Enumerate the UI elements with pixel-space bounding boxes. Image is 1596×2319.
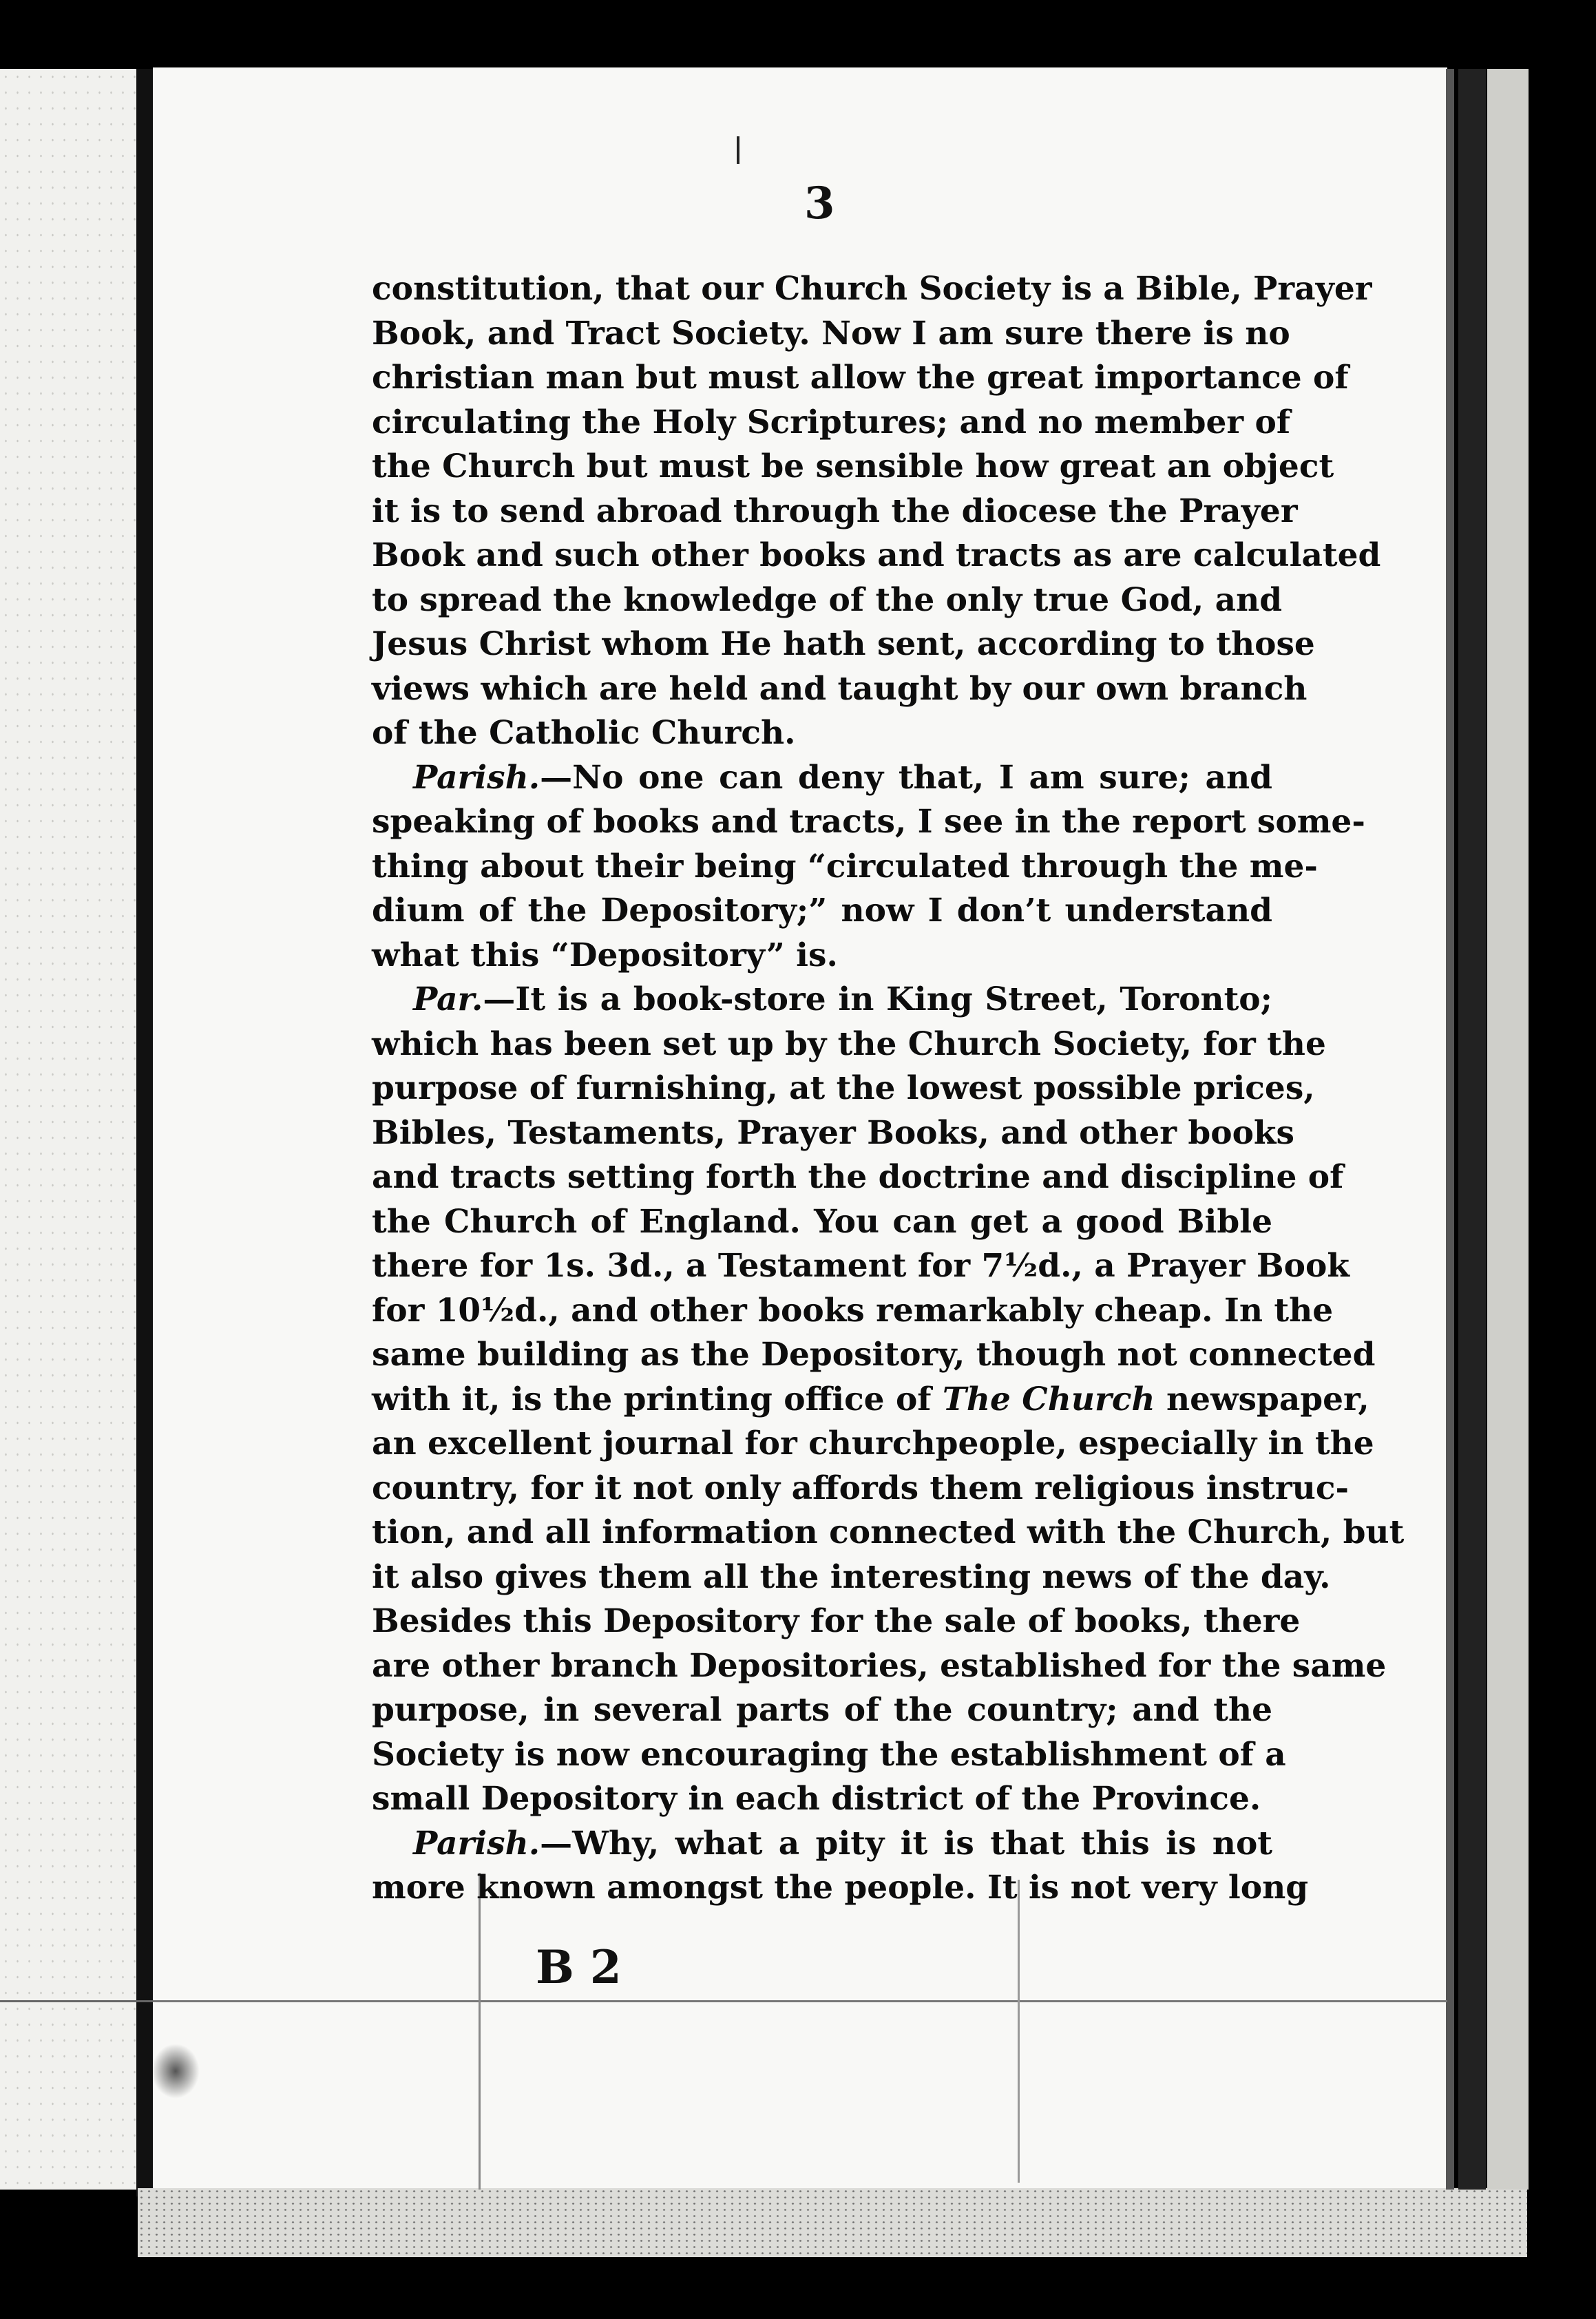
text-line: it is to send abroad through the diocese the Prayer — [372, 492, 1298, 530]
dialogue-line — [372, 978, 1272, 1022]
paper-fold-line-left — [0, 2000, 153, 2002]
text-line: more known amongst the people. It is not very long — [372, 1869, 1309, 1907]
text-line: which has been set up by the Church Society, for the — [372, 1025, 1326, 1063]
body-text — [372, 267, 1405, 1911]
dialogue-text: —It is a book-store in King Street, Toronto; — [483, 980, 1272, 1018]
text-line: same building as the Depository, though not connected — [372, 1336, 1376, 1374]
text-line: speaking of books and tracts, I see in the report some- — [372, 803, 1365, 841]
text-line: Jesus Christ whom He hath sent, according to those — [372, 625, 1315, 663]
page-bottom-margin — [138, 2188, 1527, 2257]
binding-shadow — [1458, 69, 1486, 2190]
speaker-label: Parish. — [413, 1824, 540, 1862]
page-number: 3 — [804, 178, 835, 229]
text-line: Besides this Depository for the sale of books, there — [372, 1602, 1301, 1640]
text-line: Bibles, Testaments, Prayer Books, and other books — [372, 1113, 1294, 1152]
text-line: it also gives them all the interesting news of the day. — [372, 1557, 1331, 1596]
text-line: there for 1s. 3d., a Testament for 7½d., a Prayer Book — [372, 1247, 1350, 1285]
text-line: christian man but must allow the great importance of — [372, 359, 1349, 397]
text-line: of the Catholic Church. — [372, 714, 796, 752]
text-line: what this “Depository” is. — [372, 936, 838, 974]
text-line: constitution, that our Church Society is a Bible, Prayer — [372, 270, 1372, 308]
adjacent-page-edge — [0, 69, 138, 2190]
text-line: the Church but must be sensible how great an object — [372, 448, 1334, 485]
text-line: for 10½d., and other books remarkably cheap. In the — [372, 1291, 1334, 1330]
text-line: Society is now encouraging the establishment of a — [372, 1735, 1286, 1774]
text-segment: with it, is the printing office of — [372, 1380, 943, 1418]
text-line: the Church of England. You can get a good Bible — [372, 1202, 1272, 1241]
text-line: Book, and Tract Society. Now I am sure there is no — [372, 314, 1290, 353]
signature-mark: B 2 — [536, 1940, 622, 1994]
page-gutter-shadow — [136, 69, 154, 2196]
text-line: Book and such other books and tracts as are calculated — [372, 536, 1381, 574]
paper-fold-line — [153, 2000, 1447, 2002]
speaker-label: Parish. — [413, 758, 540, 797]
dialogue-line — [372, 1822, 1272, 1867]
text-line: purpose, in several parts of the country; and the — [372, 1691, 1272, 1729]
text-line: country, for it not only affords them religious instruc- — [372, 1469, 1349, 1507]
text-line: an excellent journal for churchpeople, especially in the — [372, 1425, 1374, 1462]
text-line: purpose of furnishing, at the lowest possible prices, — [372, 1069, 1315, 1107]
text-line: and tracts setting forth the doctrine and discipline of — [372, 1158, 1344, 1196]
newspaper-title: The Church — [942, 1380, 1155, 1418]
paper-crease-vertical — [479, 1873, 481, 2190]
text-segment: newspaper, — [1155, 1380, 1369, 1418]
text-line: to spread the knowledge of the only true God, and — [372, 580, 1283, 619]
text-line — [372, 1378, 1369, 1423]
text-line: are other branch Depositories, established for the same — [372, 1646, 1387, 1685]
ink-smudge — [151, 2044, 200, 2099]
text-line: dium of the Depository;” now I don’t understand — [372, 892, 1272, 930]
text-line: thing about their being “circulated through the me- — [372, 847, 1318, 885]
dialogue-line — [372, 756, 1272, 801]
next-page-edge — [1487, 69, 1529, 2190]
text-line: views which are held and taught by our own branch — [372, 669, 1308, 708]
text-line: tion, and all information connected with the Church, but — [372, 1513, 1405, 1551]
ink-mark — [737, 136, 739, 164]
speaker-label: Par. — [413, 980, 483, 1018]
dialogue-text: —No one can deny that, I am sure; and — [540, 758, 1272, 797]
paper-crease-vertical-2 — [1018, 1880, 1020, 2183]
text-line: small Depository in each district of the Province. — [372, 1780, 1261, 1818]
dialogue-text: —Why, what a pity it is that this is not — [540, 1824, 1272, 1862]
page-right-edge — [1446, 69, 1454, 2190]
text-line: circulating the Holy Scriptures; and no member of — [372, 403, 1291, 441]
